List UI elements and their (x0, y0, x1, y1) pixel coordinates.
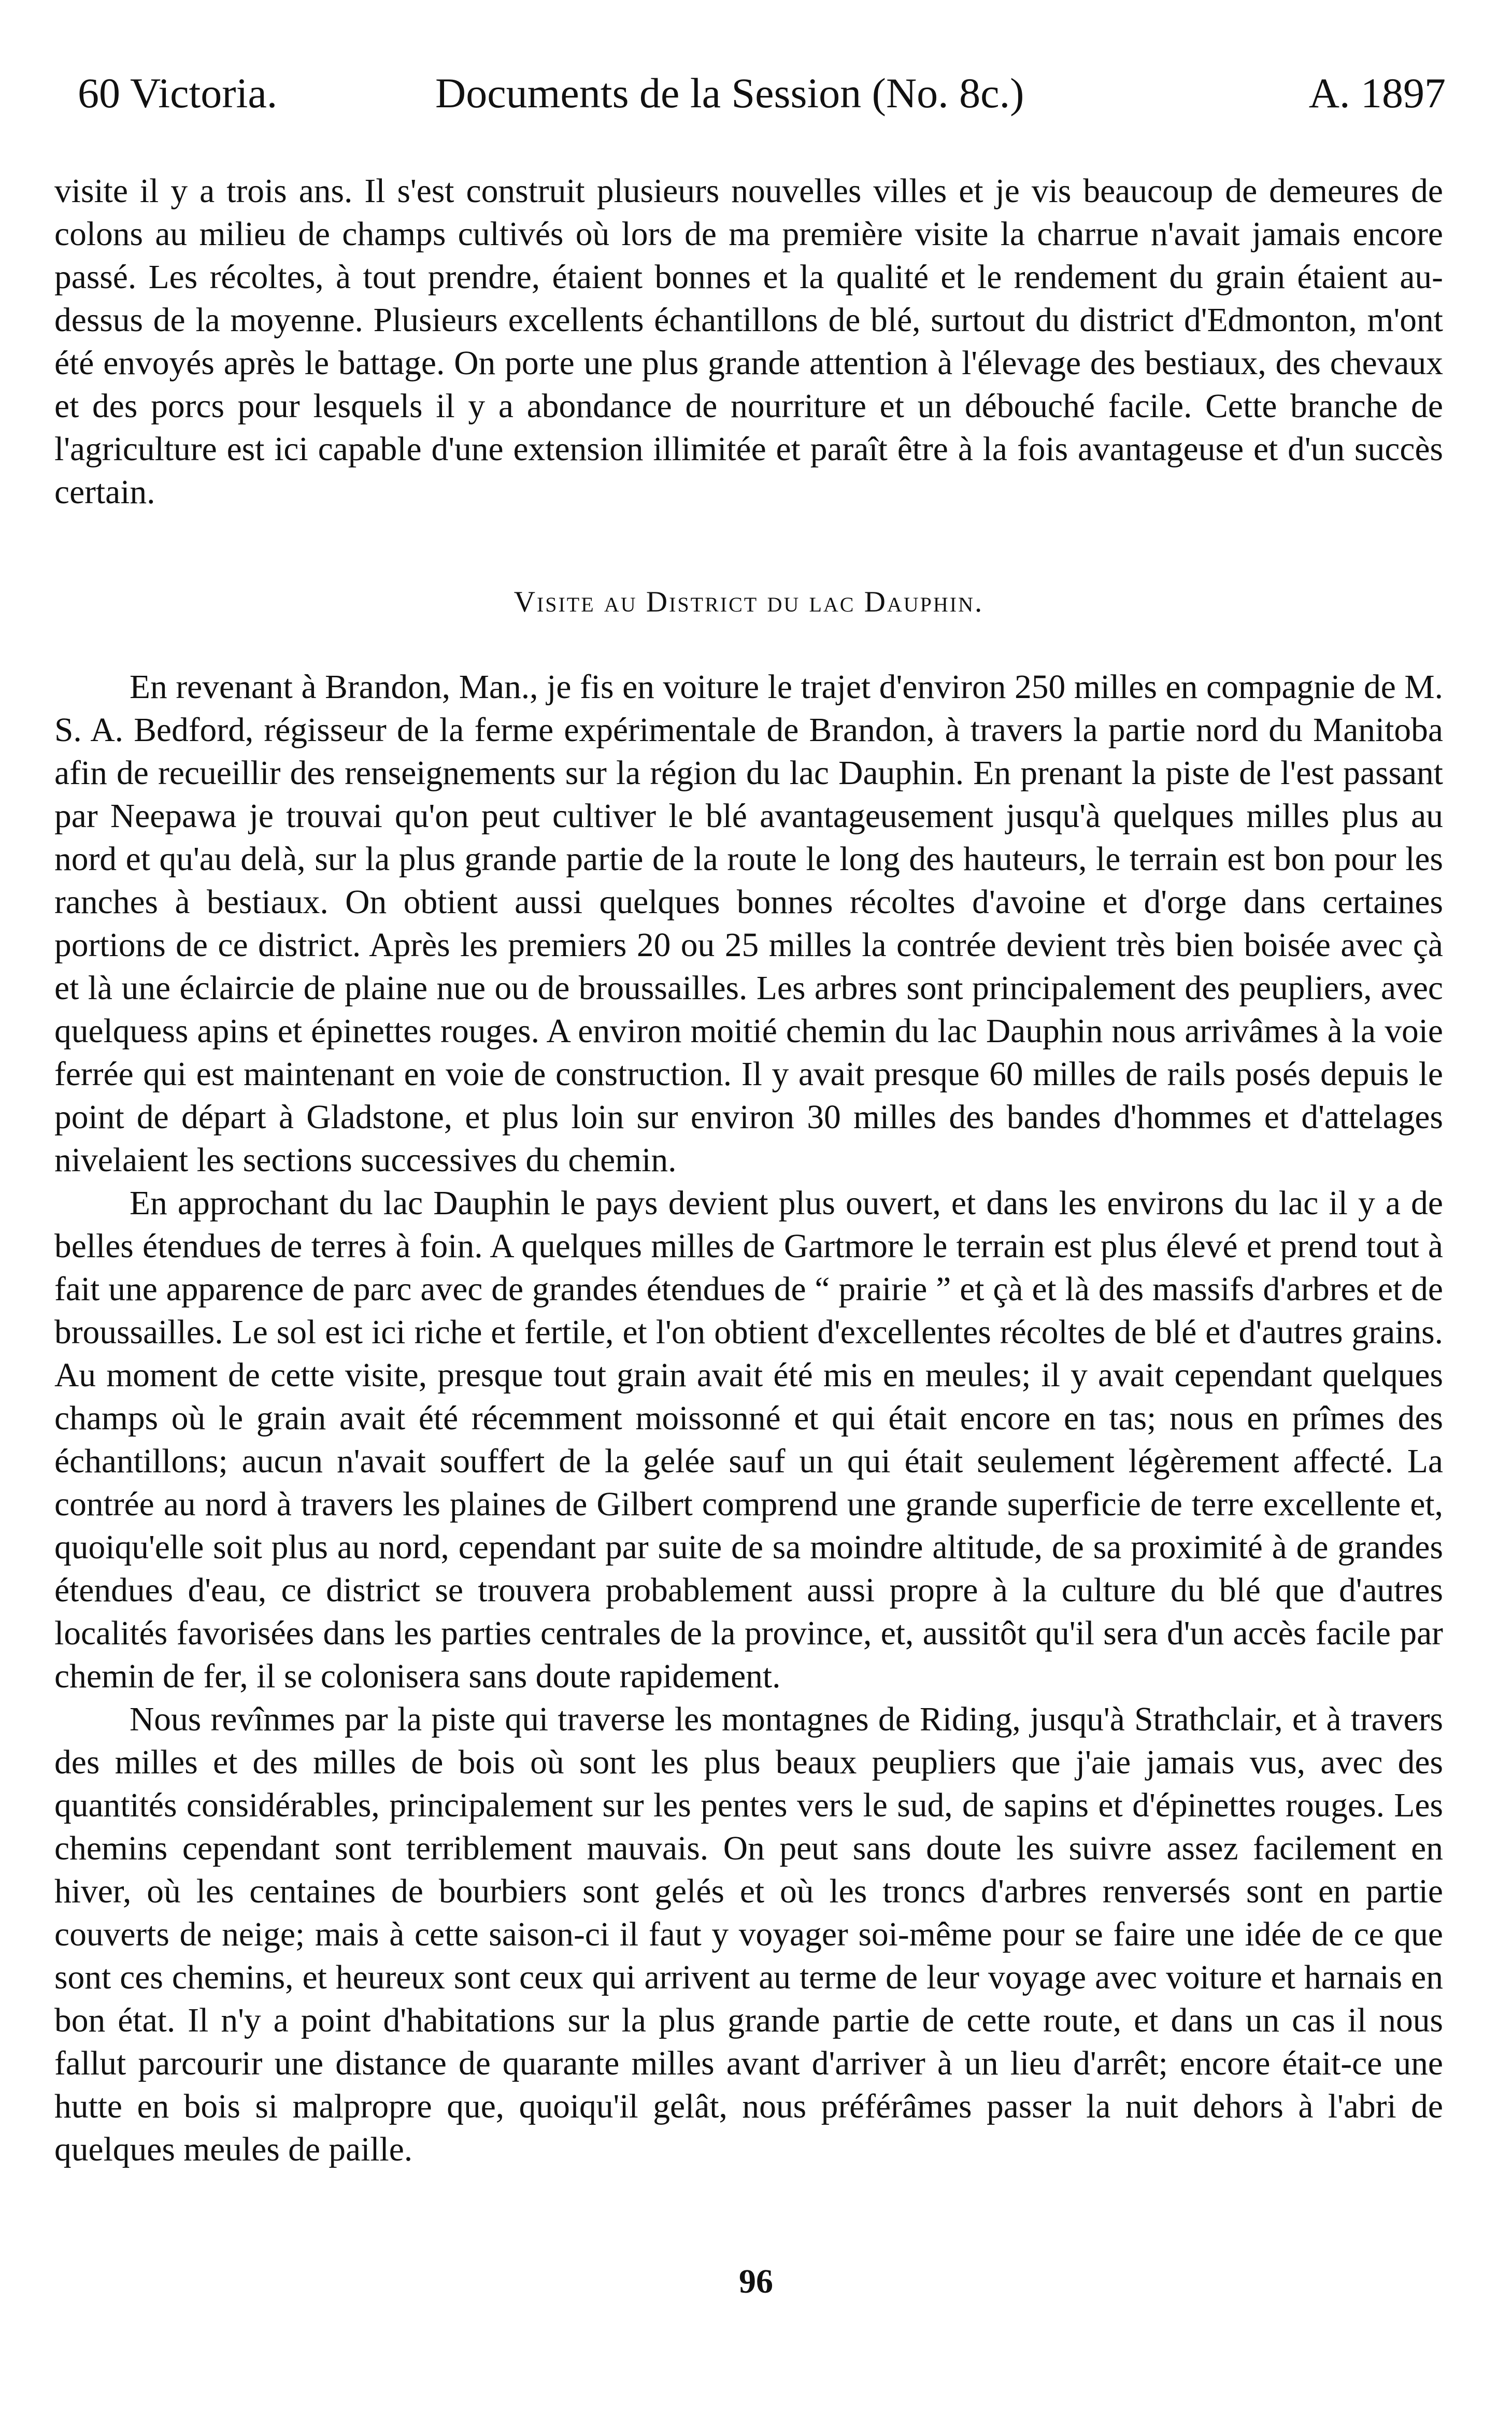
paragraph: Nous revînmes par la piste qui traverse les montagnes de Riding, jusqu'à Strathclair, et à travers des milles et des milles de bois où sont les plus beaux peupliers que j'aie jamais vus, avec des quantités considérables, principalement sur les pentes vers le sud, de sapins et d'épinettes rouges. Les chemins cependant sont terriblement mauvais. On peut sans doute les suivre assez facilement en hiver, où les centaines de bourbiers sont gelés et où les troncs d'arbres renversés sont en partie couverts de neige; mais à cette saison-ci il faut y voyager soi-même pour se faire une idée de ce que sont ces chemins, et heureux sont ceux qui arrivent au terme de leur voyage avec voiture et harnais en bon état. Il n'y a point d'habitations sur la plus grande partie de cette route, et dans un cas il nous fallut parcourir une distance de quarante milles avant d'arriver à un lieu d'arrêt; encore était-ce une hutte en bois si malpropre que, quoiqu'il gelât, nous préférâmes passer la nuit dehors à l'abri de quelques meules de paille. (54, 1701, 1443, 2168)
header-regnal-year: 60 Victoria. (78, 69, 278, 117)
body-text (54, 170, 1443, 2171)
header-document-title: Documents de la Session (No. 8c.) (435, 69, 1024, 117)
header-year: A. 1897 (1308, 69, 1446, 117)
paragraph-continuation: visite il y a trois ans. Il s'est construit plusieurs nouvelles villes et je vis beaucoup de demeures de colons au milieu de champs cultivés où lors de ma première visite la charrue n'avait jamais encore passé. Les récoltes, à tout prendre, étaient bonnes et la qualité et le rendement du grain étaient au-dessus de la moyenne. Plusieurs excellents échantillons de blé, surtout du district d'Edmonton, m'ont été envoyés après le battage. On porte une plus grande attention à l'élevage des bestiaux, des chevaux et des porcs pour lesquels il y a abondance de nourriture et un débouché facile. Cette branche de l'agriculture est ici capable d'une extension illimitée et paraît être à la fois avantageuse et d'un succès certain. (54, 173, 1443, 511)
page-number: 96 (739, 2263, 773, 2300)
paragraph: En revenant à Brandon, Man., je fis en voiture le trajet d'environ 250 milles en compagnie de M. S. A. Bedford, régisseur de la ferme expérimentale de Brandon, à travers la partie nord du Manitoba afin de recueillir des renseignements sur la région du lac Dauphin. En prenant la piste de l'est passant par Neepawa je trouvai qu'on peut cultiver le blé avantageusement jusqu'à quelques milles plus au nord et qu'au delà, sur la plus grande partie de la route le long des hauteurs, le terrain est bon pour les ranches à bestiaux. On obtient aussi quelques bonnes récoltes d'avoine et d'orge dans certaines portions de ce district. Après les premiers 20 ou 25 milles la contrée devient très bien boisée avec çà et là une éclaircie de plaine nue ou de broussailles. Les arbres sont principalement des peupliers, avec quelquess apins et épinettes rouges. A environ moitié chemin du lac Dauphin nous arrivâmes à la voie ferrée qui est maintenant en voie de construction. Il y avait presque 60 milles de rails posés depuis le point de départ à Gladstone, et plus loin sur environ 30 milles des bandes d'hommes et d'attelages nivelaient les sections successives du chemin. (54, 669, 1443, 1179)
section-title: Visite au District du lac Dauphin. (513, 586, 984, 618)
running-header (78, 65, 1446, 122)
paragraph: En approchant du lac Dauphin le pays devient plus ouvert, et dans les environs du lac il y a de belles étendues de terres à foin. A quelques milles de Gartmore le terrain est plus élevé et prend tout à fait une apparence de parc avec de grandes étendues de “ prairie ” et çà et là des massifs d'arbres et de broussailles. Le sol est ici riche et fertile, et l'on obtient d'excellentes récoltes de blé et d'autres grains. Au moment de cette visite, presque tout grain avait été mis en meules; il y avait cependant quelques champs où le grain avait été récemment moissonné et qui était encore en tas; nous en prîmes des échantillons; aucun n'avait souffert de la gelée sauf un qui était seulement légèrement affecté. La contrée au nord à travers les plaines de Gilbert comprend une grande superficie de terre excellente et, quoiqu'elle soit plus au nord, cependant par suite de sa moindre altitude, de sa proximité à de grandes étendues d'eau, ce district se trouvera probablement aussi propre à la culture du blé que d'autres localités favorisées dans les parties centrales de la province, et, aussitôt qu'il sera d'un accès facile par chemin de fer, il se colonisera sans doute rapidement. (54, 1185, 1443, 1695)
